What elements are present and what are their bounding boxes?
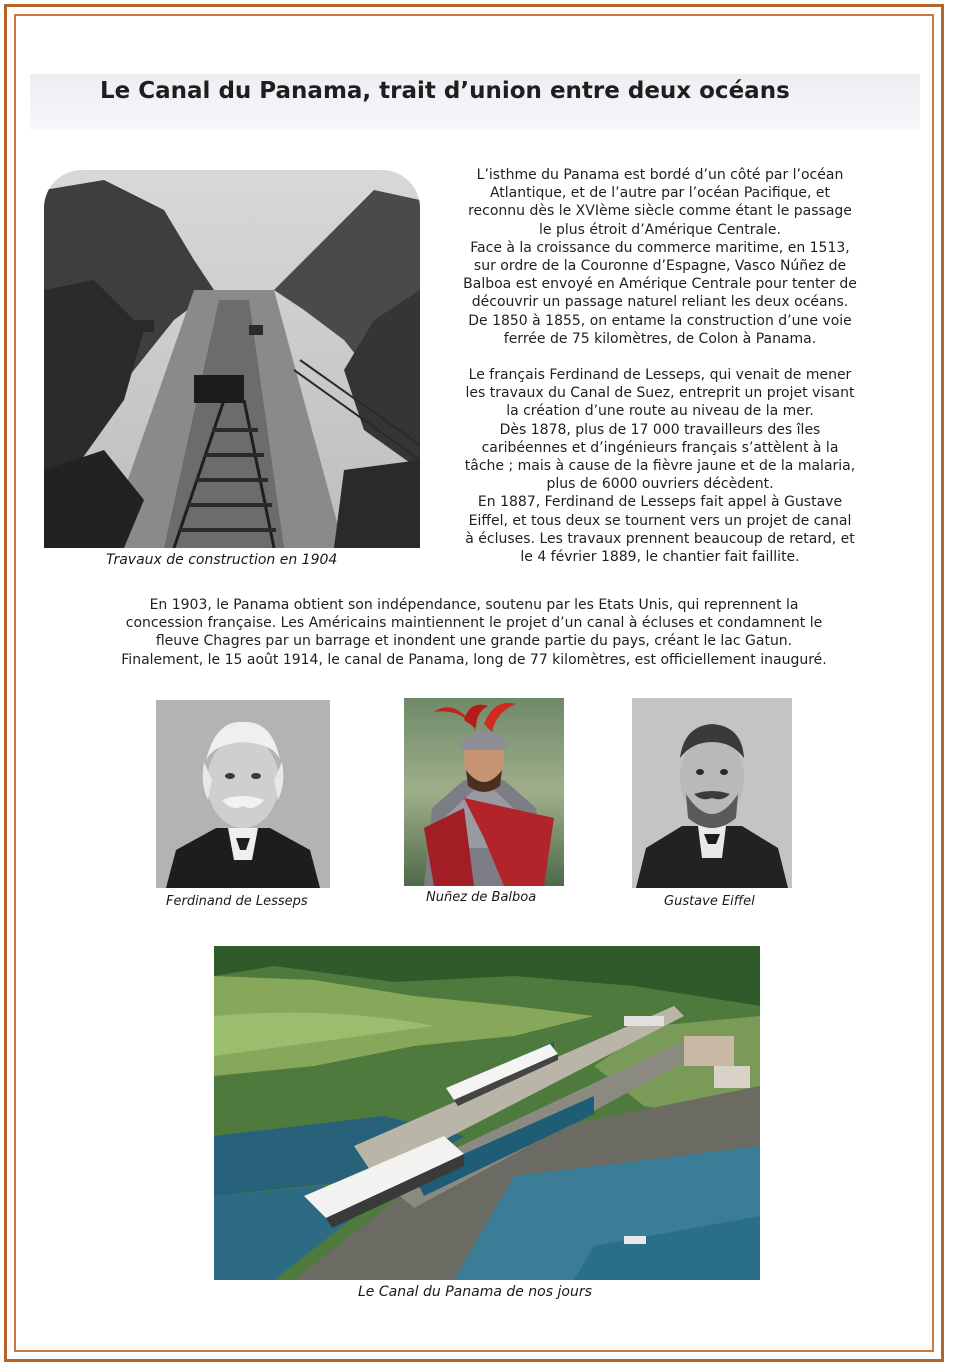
intro-line: Balboa est envoyé en Amérique Centrale pour tenter de xyxy=(463,276,857,293)
lesseps-line: à écluses. Les travaux prennent beaucoup de retard, et xyxy=(465,530,855,547)
canal-caption: Le Canal du Panama de nos jours xyxy=(358,1284,592,1300)
american-text xyxy=(48,596,900,669)
balboa-portrait xyxy=(404,698,564,886)
intro-line: L’isthme du Panama est bordé d’un côté par l’océan xyxy=(476,167,844,183)
intro-line: reconnu dès le XVIème siècle comme étant le passage xyxy=(468,203,852,220)
intro-line: découvrir un passage naturel reliant les deux océans. xyxy=(471,294,849,311)
american-line: En 1903, le Panama obtient son indépendance, soutenu par les Etats Unis, qui reprennent la xyxy=(149,597,799,613)
intro-line: Atlantique, et de l’autre par l’océan Pacifique, et xyxy=(489,185,831,202)
lesseps-line: Eiffel, et tous deux se tournent vers un projet de canal xyxy=(468,512,852,529)
intro-line: sur ordre de la Couronne d’Espagne, Vasco Núñez de xyxy=(473,258,847,275)
lesseps-line: plus de 6000 ouvriers décèdent. xyxy=(546,476,774,493)
canal-photo xyxy=(214,946,760,1280)
lesseps-line: Dès 1878, plus de 17 000 travailleurs des îles xyxy=(499,421,821,438)
balboa-caption: Nuñez de Balboa xyxy=(426,890,537,905)
lesseps-line: la création d’une route au niveau de la mer. xyxy=(506,403,814,420)
intro-line: le plus étroit d’Amérique Centrale. xyxy=(539,221,781,238)
lesseps-line: Le français Ferdinand de Lesseps, qui venait de mener xyxy=(468,367,852,384)
lesseps-line: En 1887, Ferdinand de Lesseps fait appel à Gustave xyxy=(477,494,843,511)
american-line: concession française. Les Américains maintiennent le projet d’un canal à écluses et condamnent le xyxy=(125,615,823,632)
construction-caption: Travaux de construction en 1904 xyxy=(106,552,338,568)
intro-line: Face à la croissance du commerce maritime, en 1513, xyxy=(470,239,850,256)
american-line: fleuve Chagres par un barrage et inondent une grande partie du pays, créant le lac Gatun. xyxy=(155,633,793,650)
eiffel-portrait xyxy=(632,698,792,888)
american-line: Finalement, le 15 août 1914, le canal de Panama, long de 77 kilomètres, est officiellement inauguré. xyxy=(121,651,827,668)
lesseps-caption: Ferdinand de Lesseps xyxy=(166,894,308,909)
lesseps-line: tâche ; mais à cause de la fièvre jaune et de la malaria, xyxy=(464,458,856,475)
page-title: Le Canal du Panama, trait d’union entre deux océans xyxy=(100,78,790,104)
construction-photo xyxy=(44,170,420,548)
paragraph-gap xyxy=(430,348,890,366)
intro-line: De 1850 à 1855, on entame la construction d’une voie xyxy=(468,312,852,329)
page xyxy=(28,28,920,1338)
lesseps-portrait xyxy=(156,700,330,888)
lesseps-line: les travaux du Canal de Suez, entreprit un projet visant xyxy=(465,385,855,402)
lesseps-line: caribéennes et d’ingénieurs français s’attèlent à la xyxy=(481,439,839,456)
lesseps-line: le 4 février 1889, le chantier fait faillite. xyxy=(520,549,800,566)
eiffel-caption: Gustave Eiffel xyxy=(664,894,755,909)
intro-text xyxy=(430,166,890,566)
intro-line: ferrée de 75 kilomètres, de Colon à Panama. xyxy=(503,330,817,347)
